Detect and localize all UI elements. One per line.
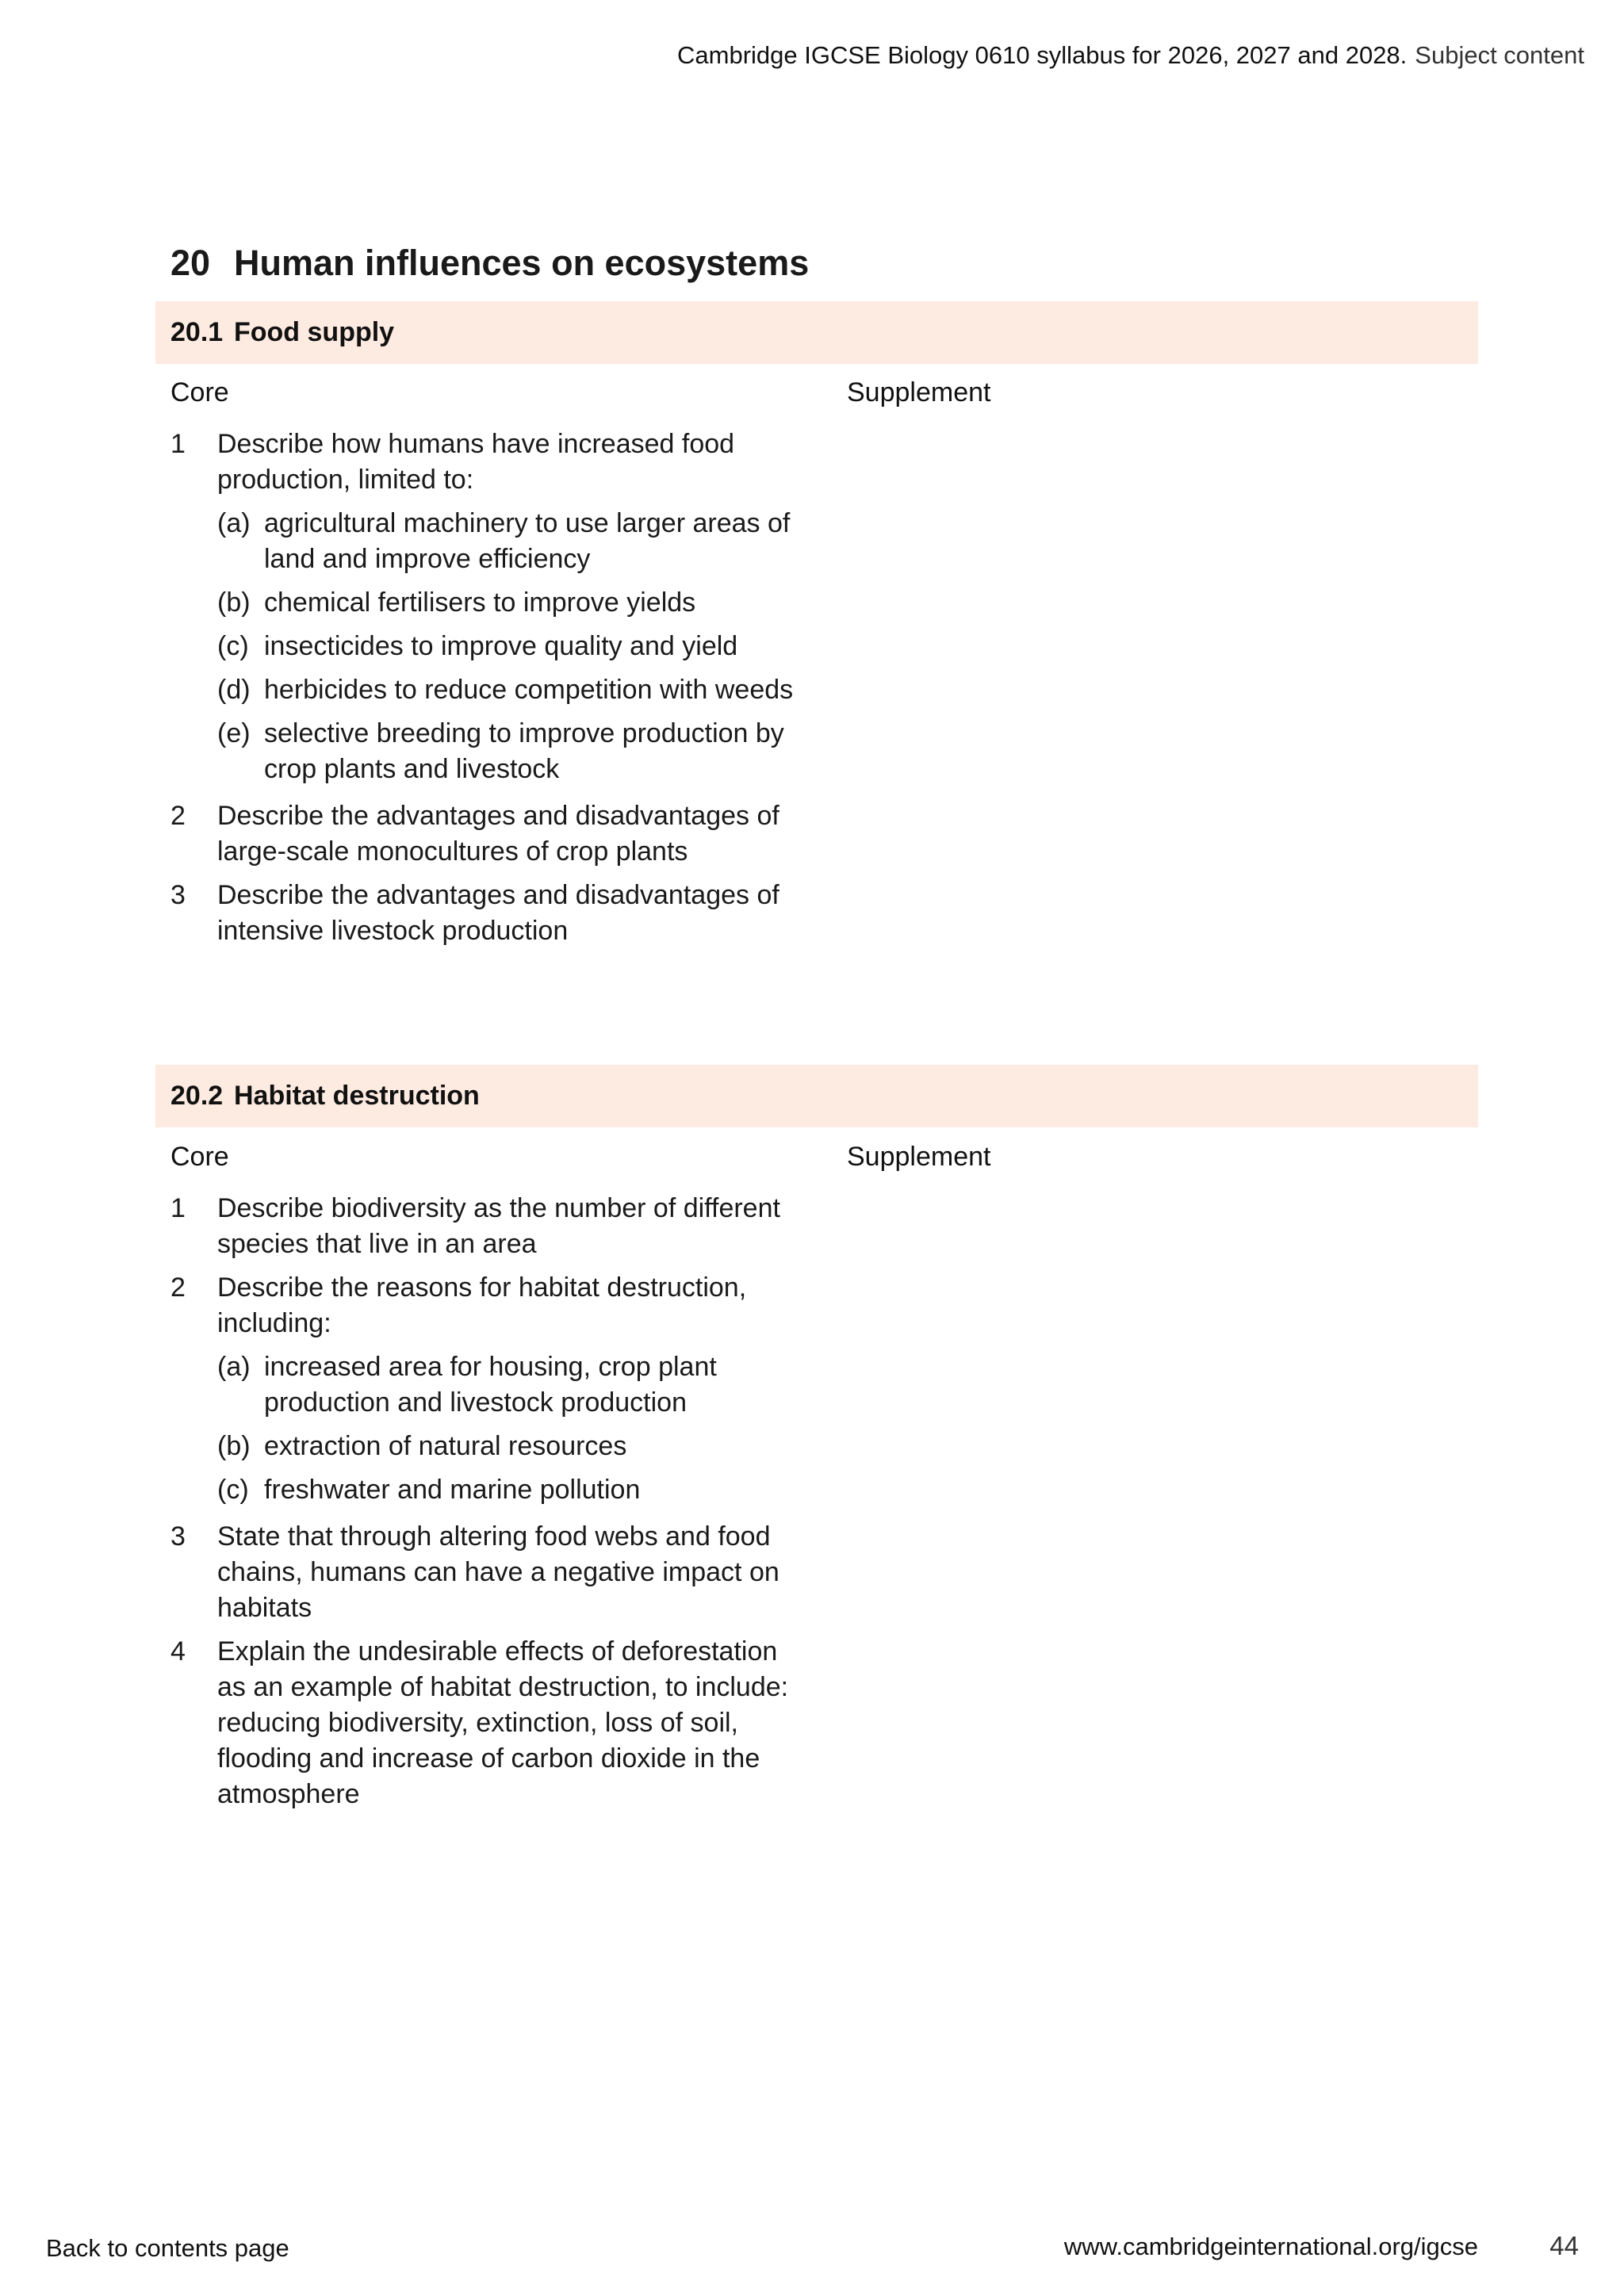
section-number: 20.2 xyxy=(170,1081,224,1111)
sub-item-letter: (e) xyxy=(217,718,251,748)
core-column-heading: Core xyxy=(170,1142,229,1172)
website-url-link[interactable]: www.cambridgeinternational.org/igcse xyxy=(1063,2233,1478,2260)
sub-list-item xyxy=(217,629,797,664)
sub-list-item xyxy=(217,1349,797,1421)
sub-item-letter: (b) xyxy=(217,587,251,618)
sub-item-text: chemical fertilisers to improve yields xyxy=(264,587,696,618)
list-item xyxy=(170,798,797,870)
section-title: Food supply xyxy=(234,317,395,347)
list-item xyxy=(170,1634,797,1812)
sub-item-letter: (a) xyxy=(217,1352,251,1382)
sub-item-text: agricultural machinery to use larger areas of land and improve efficiency xyxy=(264,508,791,574)
item-text: Describe the advantages and disadvantages of intensive livestock production xyxy=(217,880,779,946)
sub-list-item xyxy=(217,672,797,708)
core-list-habitat-destruction xyxy=(170,1191,797,1820)
sub-list-item xyxy=(217,1429,797,1464)
item-text: Describe how humans have increased food production, limited to: xyxy=(217,429,735,495)
list-item xyxy=(170,1519,797,1626)
document-title: Cambridge IGCSE Biology 0610 syllabus for 2026, 2027 and 2028. xyxy=(677,41,1408,69)
sub-item-text: extraction of natural resources xyxy=(264,1431,627,1461)
supplement-column-heading: Supplement xyxy=(847,1142,991,1172)
list-item xyxy=(170,427,797,787)
sub-item-letter: (c) xyxy=(217,1475,249,1505)
core-list-food-supply xyxy=(170,427,797,957)
sub-list-item xyxy=(217,506,797,577)
sub-item-text: freshwater and marine pollution xyxy=(264,1475,641,1505)
item-number: 3 xyxy=(170,1521,186,1552)
running-header xyxy=(677,41,1584,70)
section-title: Habitat destruction xyxy=(234,1081,480,1111)
chapter-title xyxy=(170,243,809,284)
list-item xyxy=(170,1191,797,1262)
item-number: 4 xyxy=(170,1636,186,1667)
chapter-title-text: Human influences on ecosystems xyxy=(234,243,810,283)
item-text: Describe the reasons for habitat destruction, including: xyxy=(217,1272,747,1338)
item-text: State that through altering food webs and food chains, humans can have a negative impact on habitats xyxy=(217,1521,779,1623)
item-number: 2 xyxy=(170,801,186,831)
sub-item-text: selective breeding to improve production by crop plants and livestock xyxy=(264,718,784,784)
section-heading-food-supply xyxy=(155,301,1478,364)
item-number: 1 xyxy=(170,1193,186,1223)
sub-list-item xyxy=(217,716,797,787)
sub-item-letter: (a) xyxy=(217,508,251,538)
sub-list xyxy=(217,1349,797,1508)
list-item xyxy=(170,1270,797,1508)
item-text: Describe biodiversity as the number of different species that live in an area xyxy=(217,1193,780,1259)
item-text: Explain the undesirable effects of deforestation as an example of habitat destruction, to include: reducing biodiversity, extinction, loss of soil, flooding and increase of carbon dioxide in the atmosphere xyxy=(217,1636,789,1809)
sub-item-letter: (d) xyxy=(217,675,251,705)
sub-item-text: insecticides to improve quality and yield xyxy=(264,631,738,661)
section-number: 20.1 xyxy=(170,317,224,347)
list-item xyxy=(170,878,797,949)
item-number: 1 xyxy=(170,429,186,459)
section-heading-habitat-destruction xyxy=(155,1065,1478,1127)
sub-list-item xyxy=(217,1472,797,1508)
page-number: 44 xyxy=(1549,2231,1579,2260)
sub-item-text: increased area for housing, crop plant production and livestock production xyxy=(264,1352,717,1418)
sub-list xyxy=(217,506,797,787)
core-column-heading: Core xyxy=(170,377,229,408)
sub-item-letter: (b) xyxy=(217,1431,251,1461)
sub-list-item xyxy=(217,585,797,621)
item-text: Describe the advantages and disadvantages of large-scale monocultures of crop plants xyxy=(217,801,779,867)
chapter-number: 20 xyxy=(170,243,211,283)
sub-item-text: herbicides to reduce competition with weeds xyxy=(264,675,794,705)
item-number: 3 xyxy=(170,880,186,910)
sub-item-letter: (c) xyxy=(217,631,249,661)
header-section-name: Subject content xyxy=(1415,41,1584,69)
back-to-contents-link[interactable]: Back to contents page xyxy=(46,2234,289,2262)
item-number: 2 xyxy=(170,1272,186,1303)
supplement-column-heading: Supplement xyxy=(847,377,991,408)
